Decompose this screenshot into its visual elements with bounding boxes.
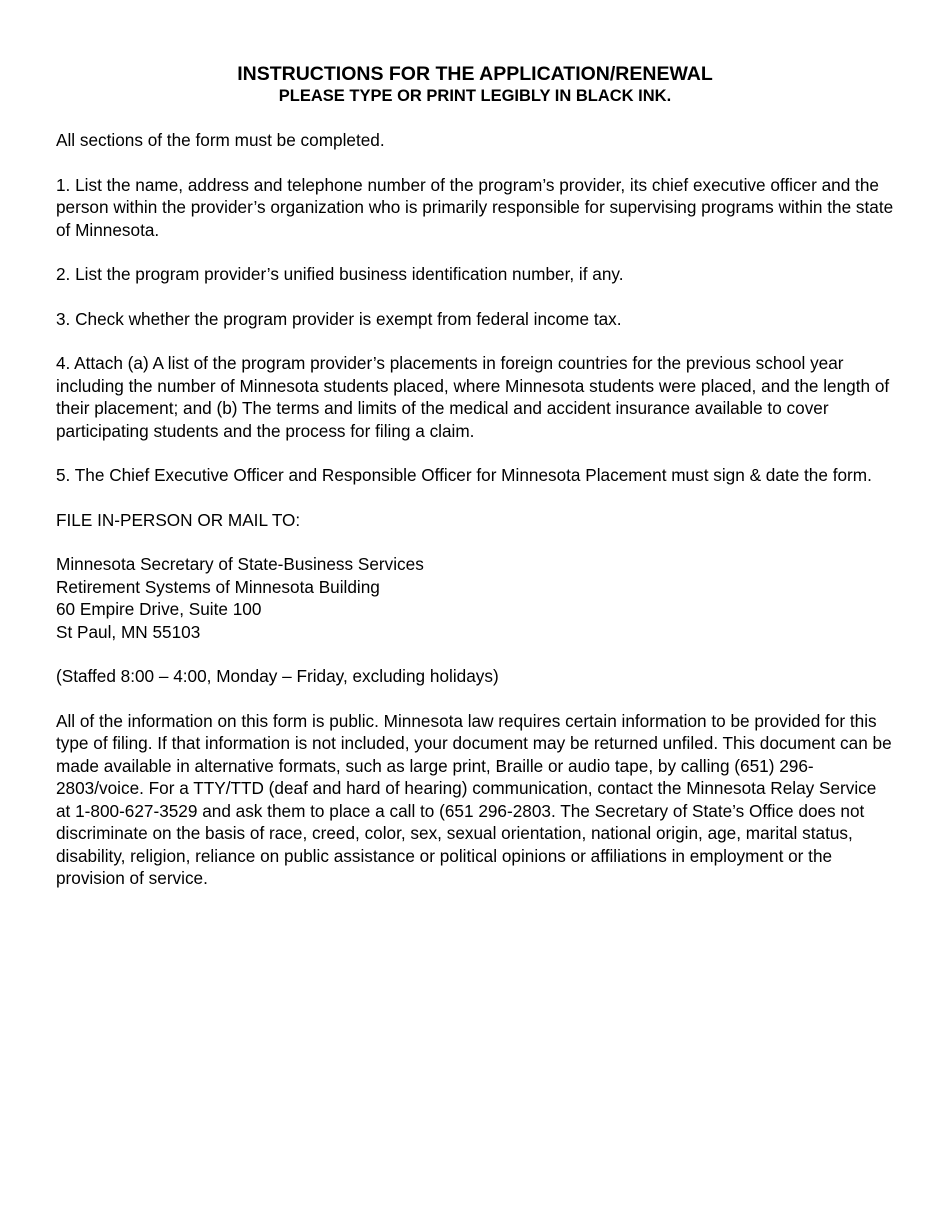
instruction-item-5: 5. The Chief Executive Officer and Responsible Officer for Minnesota Placement must sign & date the form. — [56, 465, 872, 485]
file-heading: FILE IN-PERSON OR MAIL TO: — [56, 509, 301, 530]
address-line-1: Minnesota Secretary of State-Business Services — [56, 554, 424, 574]
instruction-item-2: 2. List the program provider’s unified business identification number, if any. — [56, 264, 624, 284]
page-subtitle: PLEASE TYPE OR PRINT LEGIBLY IN BLACK INK. — [278, 87, 672, 105]
instruction-item-4: 4. Attach (a) A list of the program provider’s placements in foreign countries for the previous school year including the number of Minnesota students placed, where Minnesota students were placed, and the length of their placement; and (b) The terms and limits of the medical and accident insurance available to cover participating students and the process for filing a claim. — [56, 353, 890, 441]
instructions-page — [56, 62, 894, 912]
page-title: INSTRUCTIONS FOR THE APPLICATION/RENEWAL — [237, 63, 713, 85]
intro-text: All sections of the form must be completed. — [56, 130, 385, 150]
address-line-4: St Paul, MN 55103 — [56, 621, 201, 642]
instruction-item-3: 3. Check whether the program provider is exempt from federal income tax. — [56, 308, 622, 329]
address-line-3: 60 Empire Drive, Suite 100 — [56, 599, 262, 619]
mailing-address — [56, 553, 894, 643]
address-line-2: Retirement Systems of Minnesota Building — [56, 576, 380, 597]
public-notice: All of the information on this form is public. Minnesota law requires certain information to be provided for this type of filing. If that information is not included, your document may be returned unfiled. This document can be made available in alternative formats, such as large print, Braille or audio tape, by calling (651) 296-2803/voice. For a TTY/TTD (deaf and hard of hearing) communication, contact the Minnesota Relay Service at 1-800-627-3529 and ask them to place a call to (651 296-2803. The Secretary of State’s Office does not discriminate on the basis of race, creed, color, sex, sexual orientation, national origin, age, marital status, disability, religion, reliance on public assistance or political opinions or affiliations in employment or the provision of service. — [56, 710, 892, 888]
instruction-item-1: 1. List the name, address and telephone number of the program’s provider, its chief executive officer and the person within the provider’s organization who is primarily responsible for supervising programs within the state of Minnesota. — [56, 174, 894, 240]
office-hours: (Staffed 8:00 – 4:00, Monday – Friday, excluding holidays) — [56, 666, 499, 686]
